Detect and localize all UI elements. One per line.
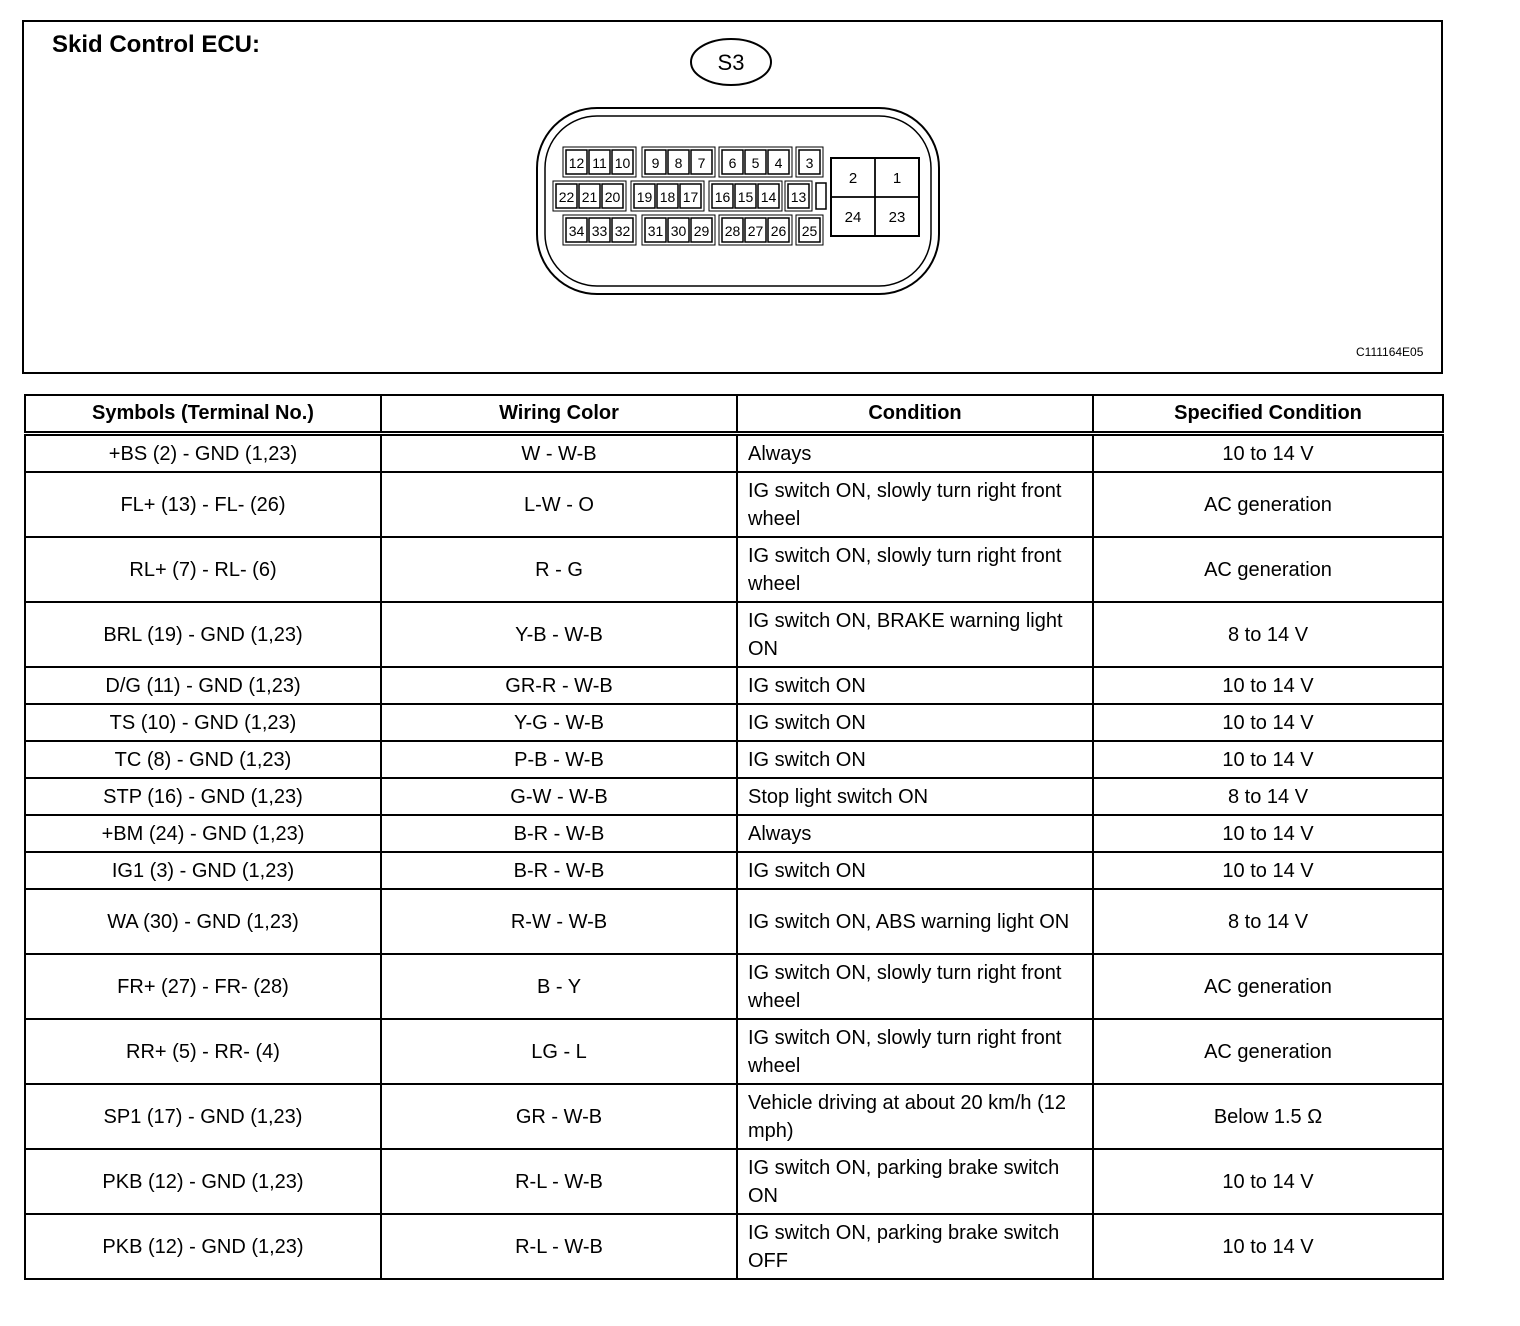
header-symbols: Symbols (Terminal No.)	[25, 395, 381, 434]
table-header-row	[25, 395, 1443, 434]
table-row	[25, 954, 1443, 1019]
table-row	[25, 704, 1443, 741]
cell-wiring-color: LG - L	[381, 1019, 737, 1084]
pin-cell	[816, 183, 826, 209]
pin-number: 1	[892, 170, 902, 187]
cell-symbol: RL+ (7) - RL- (6)	[25, 537, 381, 602]
cell-condition: Vehicle driving at about 20 km/h (12 mph)	[737, 1084, 1093, 1149]
table-row	[25, 852, 1443, 889]
terminal-table	[24, 394, 1444, 1280]
cell-specified-condition: 10 to 14 V	[1093, 667, 1443, 704]
pin-number: 4	[774, 155, 783, 171]
cell-condition: Stop light switch ON	[737, 778, 1093, 815]
cell-condition: IG switch ON	[737, 704, 1093, 741]
cell-condition: IG switch ON, parking brake switch OFF	[737, 1214, 1093, 1279]
cell-specified-condition: 8 to 14 V	[1093, 778, 1443, 815]
cell-symbol: TC (8) - GND (1,23)	[25, 741, 381, 778]
cell-wiring-color: L-W - O	[381, 472, 737, 537]
cell-wiring-color: W - W-B	[381, 434, 737, 473]
cell-symbol: FL+ (13) - FL- (26)	[25, 472, 381, 537]
cell-specified-condition: 10 to 14 V	[1093, 852, 1443, 889]
pin-number: 2	[848, 170, 858, 187]
cell-condition: IG switch ON, parking brake switch ON	[737, 1149, 1093, 1214]
cell-condition: IG switch ON, slowly turn right front wheel	[737, 472, 1093, 537]
pin-number: 3	[805, 155, 814, 171]
table-row	[25, 1019, 1443, 1084]
cell-condition: Always	[737, 434, 1093, 473]
table-row	[25, 602, 1443, 667]
pin-number: 9	[651, 155, 660, 171]
pin-number: 12	[568, 155, 585, 171]
cell-wiring-color: Y-B - W-B	[381, 602, 737, 667]
table-row	[25, 434, 1443, 473]
pin-number: 25	[801, 223, 818, 239]
cell-condition: IG switch ON, slowly turn right front wheel	[737, 537, 1093, 602]
cell-symbol: PKB (12) - GND (1,23)	[25, 1214, 381, 1279]
cell-symbol: TS (10) - GND (1,23)	[25, 704, 381, 741]
table-row	[25, 1214, 1443, 1279]
pin-number: 11	[592, 155, 607, 171]
cell-symbol: +BM (24) - GND (1,23)	[25, 815, 381, 852]
pin-number: 30	[670, 223, 687, 239]
cell-condition: IG switch ON, slowly turn right front wheel	[737, 1019, 1093, 1084]
cell-condition: Always	[737, 815, 1093, 852]
cell-condition: IG switch ON, ABS warning light ON	[737, 889, 1093, 954]
cell-symbol: PKB (12) - GND (1,23)	[25, 1149, 381, 1214]
cell-symbol: RR+ (5) - RR- (4)	[25, 1019, 381, 1084]
cell-specified-condition: 8 to 14 V	[1093, 889, 1443, 954]
pin-number: 29	[693, 223, 710, 239]
header-specified-condition: Specified Condition	[1093, 395, 1443, 434]
cell-symbol: SP1 (17) - GND (1,23)	[25, 1084, 381, 1149]
cell-specified-condition: AC generation	[1093, 537, 1443, 602]
pin-number: 10	[614, 155, 631, 171]
table-row	[25, 815, 1443, 852]
table-row	[25, 741, 1443, 778]
cell-symbol: +BS (2) - GND (1,23)	[25, 434, 381, 473]
cell-wiring-color: Y-G - W-B	[381, 704, 737, 741]
pin-number: 34	[568, 223, 585, 239]
pin-number: 14	[760, 189, 777, 205]
cell-wiring-color: R-L - W-B	[381, 1149, 737, 1214]
cell-condition: IG switch ON, slowly turn right front wheel	[737, 954, 1093, 1019]
cell-specified-condition: 10 to 14 V	[1093, 1214, 1443, 1279]
pin-number: 31	[647, 223, 664, 239]
cell-wiring-color: P-B - W-B	[381, 741, 737, 778]
cell-symbol: D/G (11) - GND (1,23)	[25, 667, 381, 704]
cell-specified-condition: 10 to 14 V	[1093, 1149, 1443, 1214]
connector-diagram	[0, 0, 1520, 380]
table-row	[25, 1149, 1443, 1214]
cell-wiring-color: R - G	[381, 537, 737, 602]
ecu-title: Skid Control ECU:	[52, 31, 260, 58]
figure-code: C111164E05	[1356, 345, 1424, 359]
header-wiring-color: Wiring Color	[381, 395, 737, 434]
cell-specified-condition: AC generation	[1093, 472, 1443, 537]
cell-symbol: BRL (19) - GND (1,23)	[25, 602, 381, 667]
cell-condition: IG switch ON, BRAKE warning light ON	[737, 602, 1093, 667]
cell-specified-condition: 8 to 14 V	[1093, 602, 1443, 667]
cell-specified-condition: 10 to 14 V	[1093, 434, 1443, 473]
cell-specified-condition: 10 to 14 V	[1093, 704, 1443, 741]
table-row	[25, 778, 1443, 815]
pin-number: 20	[604, 189, 621, 205]
cell-wiring-color: GR - W-B	[381, 1084, 737, 1149]
pin-number: 18	[659, 189, 676, 205]
table-row	[25, 667, 1443, 704]
pin-number: 5	[751, 155, 760, 171]
pin-number: 6	[728, 155, 737, 171]
pin-number: 7	[697, 155, 706, 171]
cell-wiring-color: R-L - W-B	[381, 1214, 737, 1279]
table-row	[25, 472, 1443, 537]
cell-wiring-color: B-R - W-B	[381, 815, 737, 852]
cell-specified-condition: 10 to 14 V	[1093, 815, 1443, 852]
pin-number: 23	[888, 209, 906, 226]
pin-number: 27	[747, 223, 764, 239]
pin-number: 24	[844, 209, 862, 226]
connector-label: S3	[717, 50, 745, 75]
table-row	[25, 537, 1443, 602]
connector-pins	[553, 147, 919, 245]
cell-condition: IG switch ON	[737, 667, 1093, 704]
pin-number: 16	[714, 189, 731, 205]
cell-symbol: WA (30) - GND (1,23)	[25, 889, 381, 954]
header-condition: Condition	[737, 395, 1093, 434]
pin-number: 28	[724, 223, 741, 239]
pin-number: 21	[581, 189, 598, 205]
pin-number: 15	[737, 189, 754, 205]
cell-specified-condition: AC generation	[1093, 1019, 1443, 1084]
cell-specified-condition: Below 1.5 Ω	[1093, 1084, 1443, 1149]
pin-number: 8	[674, 155, 683, 171]
cell-wiring-color: B - Y	[381, 954, 737, 1019]
pin-number: 13	[790, 189, 807, 205]
pin-number: 26	[770, 223, 787, 239]
cell-specified-condition: 10 to 14 V	[1093, 741, 1443, 778]
cell-symbol: IG1 (3) - GND (1,23)	[25, 852, 381, 889]
cell-wiring-color: R-W - W-B	[381, 889, 737, 954]
cell-specified-condition: AC generation	[1093, 954, 1443, 1019]
cell-wiring-color: GR-R - W-B	[381, 667, 737, 704]
cell-wiring-color: B-R - W-B	[381, 852, 737, 889]
cell-symbol: STP (16) - GND (1,23)	[25, 778, 381, 815]
pin-number: 32	[614, 223, 631, 239]
pin-number: 33	[591, 223, 608, 239]
table-row	[25, 1084, 1443, 1149]
pin-number: 19	[636, 189, 653, 205]
table-row	[25, 889, 1443, 954]
cell-condition: IG switch ON	[737, 852, 1093, 889]
pin-number: 17	[682, 189, 699, 205]
cell-wiring-color: G-W - W-B	[381, 778, 737, 815]
cell-condition: IG switch ON	[737, 741, 1093, 778]
pin-number: 22	[558, 189, 575, 205]
cell-symbol: FR+ (27) - FR- (28)	[25, 954, 381, 1019]
